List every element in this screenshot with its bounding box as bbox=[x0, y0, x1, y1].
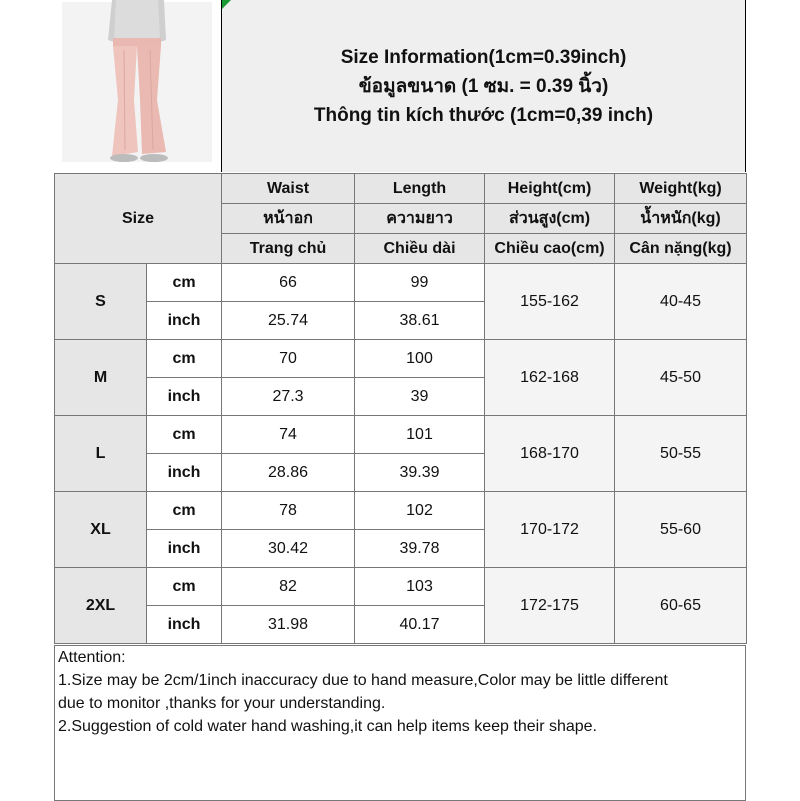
table-row bbox=[55, 264, 747, 302]
size-chart-sheet bbox=[54, 0, 746, 800]
size-label: XL bbox=[55, 492, 147, 568]
col-length-vi: Chiều dài bbox=[355, 234, 485, 264]
size-label: L bbox=[55, 416, 147, 492]
waist-cm: 74 bbox=[222, 416, 355, 454]
table-row bbox=[55, 568, 747, 606]
unit-inch: inch bbox=[147, 454, 222, 492]
length-cm: 99 bbox=[355, 264, 485, 302]
corner-accent bbox=[222, 0, 231, 9]
weight-range: 50-55 bbox=[615, 416, 747, 492]
header-section bbox=[54, 0, 746, 174]
length-inch: 38.61 bbox=[355, 302, 485, 340]
title-box bbox=[221, 0, 746, 172]
weight-range: 55-60 bbox=[615, 492, 747, 568]
waist-cm: 70 bbox=[222, 340, 355, 378]
unit-inch: inch bbox=[147, 530, 222, 568]
length-inch: 39.39 bbox=[355, 454, 485, 492]
height-range: 172-175 bbox=[485, 568, 615, 644]
table-row bbox=[55, 340, 747, 378]
unit-cm: cm bbox=[147, 416, 222, 454]
length-inch: 40.17 bbox=[355, 606, 485, 644]
height-range: 155-162 bbox=[485, 264, 615, 340]
unit-cm: cm bbox=[147, 264, 222, 302]
height-range: 170-172 bbox=[485, 492, 615, 568]
title-english: Size Information(1cm=0.39inch) bbox=[340, 46, 627, 68]
size-table bbox=[54, 173, 747, 644]
col-waist-th: หน้าอก bbox=[222, 204, 355, 234]
unit-cm: cm bbox=[147, 568, 222, 606]
waist-cm: 66 bbox=[222, 264, 355, 302]
waist-inch: 30.42 bbox=[222, 530, 355, 568]
waist-inch: 28.86 bbox=[222, 454, 355, 492]
table-row bbox=[55, 416, 747, 454]
length-inch: 39.78 bbox=[355, 530, 485, 568]
waist-cm: 78 bbox=[222, 492, 355, 530]
length-inch: 39 bbox=[355, 378, 485, 416]
height-range: 168-170 bbox=[485, 416, 615, 492]
length-cm: 100 bbox=[355, 340, 485, 378]
weight-range: 45-50 bbox=[615, 340, 747, 416]
col-length-th: ความยาว bbox=[355, 204, 485, 234]
col-waist-en: Waist bbox=[222, 174, 355, 204]
unit-cm: cm bbox=[147, 340, 222, 378]
unit-cm: cm bbox=[147, 492, 222, 530]
size-label: M bbox=[55, 340, 147, 416]
waist-inch: 25.74 bbox=[222, 302, 355, 340]
col-weight-en: Weight(kg) bbox=[615, 174, 747, 204]
waist-inch: 31.98 bbox=[222, 606, 355, 644]
title-vietnamese: Thông tin kích thước (1cm=0,39 inch) bbox=[313, 104, 654, 126]
col-weight-vi: Cân nặng(kg) bbox=[615, 234, 747, 264]
length-cm: 103 bbox=[355, 568, 485, 606]
col-height-en: Height(cm) bbox=[485, 174, 615, 204]
unit-inch: inch bbox=[147, 378, 222, 416]
table-row bbox=[55, 492, 747, 530]
col-weight-th: น้ำหนัก(kg) bbox=[615, 204, 747, 234]
length-cm: 101 bbox=[355, 416, 485, 454]
weight-range: 40-45 bbox=[615, 264, 747, 340]
note-line: due to monitor ,thanks for your understanding. bbox=[58, 695, 386, 712]
size-label: 2XL bbox=[55, 568, 147, 644]
unit-inch: inch bbox=[147, 302, 222, 340]
col-length-en: Length bbox=[355, 174, 485, 204]
col-waist-vi: Trang chủ bbox=[222, 234, 355, 264]
note-heading: Attention: bbox=[58, 649, 126, 666]
attention-notes bbox=[54, 645, 746, 801]
weight-range: 60-65 bbox=[615, 568, 747, 644]
header-row-english bbox=[55, 174, 747, 204]
waist-inch: 27.3 bbox=[222, 378, 355, 416]
model-photo-icon bbox=[54, 0, 221, 172]
size-label: S bbox=[55, 264, 147, 340]
unit-inch: inch bbox=[147, 606, 222, 644]
col-height-vi: Chiều cao(cm) bbox=[485, 234, 615, 264]
col-height-th: ส่วนสูง(cm) bbox=[485, 204, 615, 234]
note-line: 1.Size may be 2cm/1inch inaccuracy due to hand measure,Color may be little different bbox=[58, 672, 668, 689]
product-photo bbox=[54, 0, 221, 172]
height-range: 162-168 bbox=[485, 340, 615, 416]
waist-cm: 82 bbox=[222, 568, 355, 606]
size-header: Size bbox=[55, 174, 222, 264]
length-cm: 102 bbox=[355, 492, 485, 530]
note-line: 2.Suggestion of cold water hand washing,it can help items keep their shape. bbox=[58, 718, 597, 735]
title-thai: ข้อมูลขนาด (1 ซม. = 0.39 นิ้ว) bbox=[358, 75, 609, 97]
